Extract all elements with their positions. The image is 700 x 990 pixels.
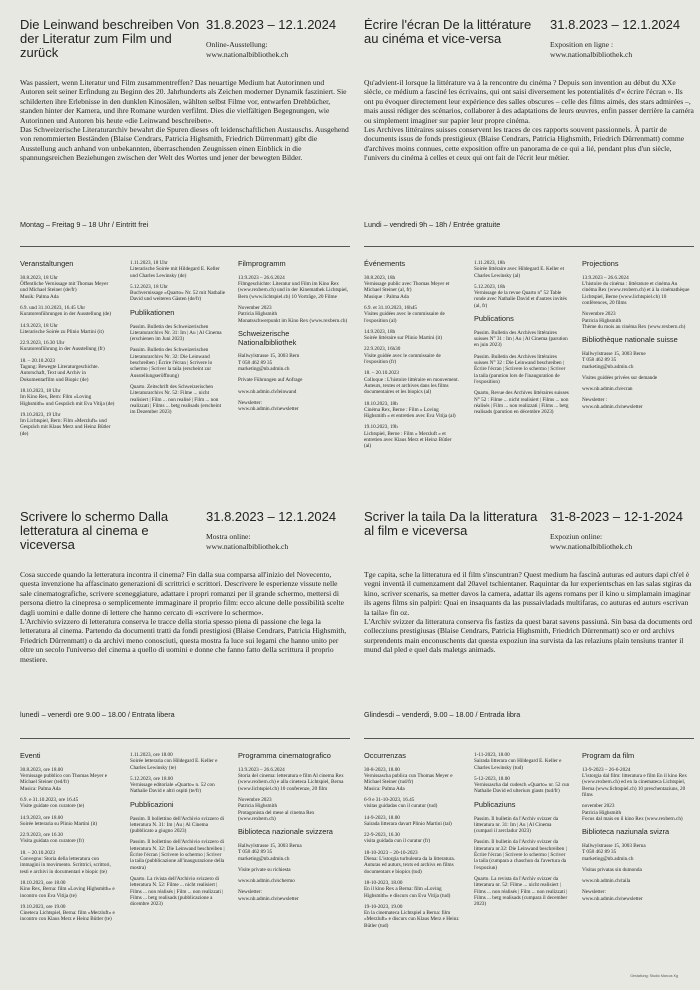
list-item: 22.9.2023, 16h30 Visite guidée avec le commissaire de l'exposition (fr) [364,346,441,366]
list-item: Visites guidées privées sur demande [582,374,658,381]
list-item: 18-10-2023, 18.00 En il kino Rex a Berna: film «Loving Highsmith» e discurs cun Eva Vitija (tud) [364,879,451,899]
events-heading: Eventi [20,751,41,760]
events-heading: Veranstaltungen [20,259,74,268]
list-item: 6.9. und 31.10.2023, 16.45 Uhr Kuratorenführungen in der Ausstellung (de) [20,304,112,318]
online-url-link[interactable]: www.nationalbibliothek.ch [550,49,633,59]
list-item[interactable]: Newsletter : www.nb.admin.ch/newsletter [582,397,643,410]
quadrant-french [364,18,694,493]
online-url-link[interactable]: www.nationalbibliothek.ch [206,541,289,551]
list-item: 14.9.2023, ore 18.00 Soirée letteraria su Plinio Martini (it) [20,814,98,827]
list-item[interactable]: www.nb.admin.ch/schermo [238,878,295,885]
events-column [364,260,460,455]
divider [364,246,694,247]
list-item: 30.8.2023, 18 Uhr Öffentliche Vernissage mit Thomas Meyer und Michael Steiner (de/fr) Musik: Palma Ada [20,274,109,300]
divider [20,246,350,247]
list-item: 18. – 20.10.2023 Colloque : L'histoire littéraire en mouvement. Auteurs, textes et archives dans les films documentaires et les biopics (al) [364,370,459,396]
list-item: Visitas privatas sin dumonda [582,866,642,873]
list-item: 1-11-2023, 18.00 Sairada litterara cun Hildegard E. Keller e Charles Lewinsky (tud) [474,752,562,771]
online-url-link[interactable]: www.nationalbibliothek.ch [550,541,633,551]
events-heading: Occurrenzas [364,751,406,760]
list-item[interactable]: 13-9-2023 – 26-6-2024 L'istorgia dal film: litteratura e film En il kino Rex (www.rexbern.ch) ed en la cinemateca Lichtspiel, Berna (www.lichtspiel.ch) 10 preschentaziuns, 20 films [582,766,687,798]
list-item: 22.9.2023, 16.30 Uhr Kuratorenführung in der Ausstellung (fr) [20,340,105,353]
list-item: 1.11.2023, 18 Uhr Literarische Soirée mit Hildegard E. Keller und Charles Lewinsky (de) [130,260,220,279]
exhibition-dates: 31.8.2023 – 12.1.2024 [550,18,681,32]
list-item[interactable]: Newsletter: www.nb.admin.ch/newsletter [238,889,299,902]
list-item: 22-9-2023, 16.30 visita guidada cun il curatur (fr) [364,832,431,845]
publications-heading: Publikationen [130,307,175,317]
exhibition-title: Écrire l'écran De la littérature au cinéma et vice-versa [364,18,532,46]
list-item: 18-10-2023 – 20-10-2023 Diena: L'istorgia turbulenta da la litteratura. Auturas ed auturs, texts ed archivs en films documentars e biopics (tud) [364,849,456,875]
intro-paragraph: Das Schweizerische Literaturarchiv bewahrt die Spuren dieses oft leidenschaftlichen Austauschs. Ausgehend von renommierten Beständen (Blaise Cendrars, Patricia Highsmith, Friedrich Dürrenmatt) gibt die Ausstellung auch anhand von unbekannten, überraschenden Zeugnissen einen Einblick in die spannungsreichen Beziehungen zwischen der Welt des Wortes und jener der bewegten Bilder. [20,125,349,163]
list-item[interactable]: November 2023 Patricia Highsmith Monatsschwerpunkt im Kino Rex (www.rexbern.ch) [238,304,348,324]
exhibition-dates: 31.8.2023 – 12.1.2024 [206,18,337,32]
list-item: 14-9-2023, 18.00 Sairada litterara davart Plinio Martini (tal) [364,814,452,827]
publications-heading: Pubblicazioni [130,799,174,809]
events-column [20,752,116,928]
exhibition-title: Scrivere lo schermo Dalla letteratura al cinema e viceversa [20,510,169,552]
online-label: Online-Ausstellung: [206,40,268,49]
intro-paragraph: Was passiert, wenn Literatur und Film zusammentreffen? Das neuartige Medium hat Autorinnen und Autoren seit seiner Erfindung zu Beginn des 20. Jahrhunderts als Zeichen moderner Dynamik fasziniert. Sie schilderten ihre Erlebnisse in den dunklen Kinosälen, wählten selbst Filme vor, entwarfen Drehbücher, standen hinter der Kamera, und ihre Romane wurden verfilmt. Dies die vielfältigen Begegnungen, wie Autorinnen und Autoren bis heute «die Leinwand beschreiben». [20,78,347,125]
list-item[interactable]: Hallwylstrasse 15, 3003 Bern T 058 462 89 35 marketing@nb.admin.ch [238,353,300,373]
quadrant-romansh [364,510,694,985]
list-item: 19-10-2023, 19.00 En la cinemateca Lichtspiel a Berna: film «Merzluft» e discurs cun Klaus Merz e Heinz Bütler (tud) [364,903,459,929]
list-item: 6.9. et 31.10.2023, 16h45 Visites guidées avec le commissaire de l'exposition (al) [364,304,445,324]
list-item: 30.8.2023, ore 18.00 Vernissage pubblico con Thomas Meyer e Michael Steiner (ted/fr) Musica: Palma Ada [20,766,108,792]
online-exhibition [550,532,632,551]
publications-column [130,260,226,420]
film-program-heading: Programma cinematografico [238,751,331,760]
list-item: 18.10.2023, 18h Cinéma Rex, Berne : Film « Loving Highsmith » et entretien avec Eva Vitija (al) [364,400,456,420]
list-item[interactable]: www.nb.admin.ch/taila [582,878,631,885]
list-item[interactable]: Novembre 2023 Patricia Highsmith Thème du mois au cinéma Rex (www.rexbern.ch) [582,311,686,330]
library-heading: Biblioteca nazionale svizzera [238,827,333,837]
list-item: Quarto. La rivista dell'Archivio svizzero di letteratura N. 52: Filme ... nicht realisiert | Films ... non réalisés | Film ... non realizzati | Films ... betg realisads (pubblicazione a dicembre 2023) [130,875,224,908]
intro-paragraph: Tge capita, sche la litteratura ed il film s'inscuntran? Quest medium ha fascinà auturas ed auturs dapi ch'el è vegni inventà il cumenzament dal 20avel tschientaner. Raquintar da lur experientschas en las salas stgiras da kino, scriver scenaris, sa metter davos la camera, adattar ils agens romans per il kino u simplamain imaginar ils agens films sin palpiri: Quai en insaquants da las pussaivladads multifaras, co auturas ed auturs «scrivan la taila» fin oz. [364,570,692,617]
divider [364,738,694,739]
list-item[interactable]: Newsletter: www.nb.admin.ch/newsletter [582,889,643,902]
intro-paragraph: Les Archives littéraires suisses conservent les traces de ces rapports souvent passionnels. À partir de documents issus de fonds prestigieux (Blaise Cendrars, Patricia Highsmith, Friedrich Dürrenmatt) comme d'archives moins connues, cette exposition offre un panorama de ce qui a lié, pendant plus d'un siècle, l'univers du cinéma à celles et ceux qui ont fait de l'écrit leur métier. [364,125,685,163]
events-column [364,752,460,934]
list-item: Quarto. La revista da l'Archiv svizzer da litteratura nr. 52: Filme ... nicht realisiert | Films ... non réalisés | Film ... non realizzati | Films ... betg realisads (cumpara il december 2023) [474,875,568,908]
list-item[interactable]: Newsletter: www.nb.admin.ch/newsletter [238,399,299,413]
quadrant-italian [20,510,350,985]
online-label: Mostra online: [206,532,251,541]
list-item: Passim. Bulletin des Archives littéraires suisses N° 31 : Im | Au | Al Cinema (parution en juin 2023) [474,329,568,349]
list-item: 30.8.2023, 18h Vernissage public avec Thomas Meyer et Michael Steiner (al, fr) Musique : Palma Ada [364,274,450,300]
intro-text [364,570,694,655]
opening-hours: Lundi – vendredi 9h – 18h / Entrée gratuite [364,220,501,229]
list-item: Passim. Bulletin des Schweizerischen Literaturarchivs Nr. 32: Die Leinwand beschreiben | Écrire l'écran | Scrivere lo schermo | Scriver la taila (erscheint zur Ausstellungseröffnung) [130,347,213,379]
online-exhibition [550,40,632,59]
list-item: 6-9 e 31-10-2023, 16.45 visitas guidadas cun il curatur (tud) [364,796,438,810]
intro-paragraph: Cosa succede quando la letteratura incontra il cinema? Fin dalla sua comparsa all'inizio del Novecento, questa invenzione ha affascinato generazioni di scrittrici e scrittori. Descrivere le esperienze vissute nelle sale cinematografiche, scrivere sceneggiature, adattare i propri romanzi per il grande schermo, mettersi di persona dietro la cinepresa o semplicemente immaginare il proprio film: ecco alcune delle possibilità scelte dagli uomini e dalle donne di lettere che hanno cercato di «scrivere lo schermo». [20,570,344,617]
library-heading: Bibliothèque nationale suisse [582,335,678,345]
events-heading: Événements [364,259,406,268]
intro-paragraph: L'Archiv svizzer da litteratura conserva fis fastizs da quest barat savens passiunà. Sin basa da documents ord collecziuns prestigiusas (Blaise Cendrars, Patricia Highsmith, Friedrich Dürrenmatt) sco er ord archivs surprendents main enconuschents dat questa expoziun ina survista da las relaziuns plain tensiuns tranter il mund dal pled e quel dals maletgs animads. [364,617,693,655]
intro-paragraph: L'Archivio svizzero di letteratura conserva le tracce della storia spesso piena di passione che lega la letteratura al cinema. Partendo da documenti tratti da fondi prestigiosi (Blaise Cendrars, Patricia Highsmith, Friedrich Dürrenmatt) o da archivi meno conosciuti, questa mostra fa luce sui legami che hanno unito per oltre un secolo l'universo del cinema a quello di uomini e donne che fanno fatto della scrittura il proprio mestiere. [20,617,347,664]
list-item: 30-8-2023, 18.00 Vernissascha publica cun Thomas Meyer e Michael Steiner (tud/fr) Musica: Palma Ada [364,766,453,792]
publications-heading: Publicaziuns [474,799,516,809]
list-item: Private Führungen auf Anfrage [238,377,303,384]
online-url-link[interactable]: www.nationalbibliothek.ch [206,49,289,59]
intro-text [20,78,350,163]
intro-text [20,570,350,664]
library-heading: Schweizerische Nationalbibliothek [238,328,297,347]
list-item: Passim. Bulletin des Archives littéraires suisses N° 32 : Die Leinwand beschreiben | Écrire l'écran | Scrivere lo schermo | Scriver la taila (parution lors de l'inauguration de l'exposition) [474,353,566,385]
list-item: 5.12.2023, 18h Vernissage de la revue Quarto n° 52 Table ronde avec Nathalie David et d'autres invités (al, fr) [474,283,567,309]
list-item: 18. – 20.10.2023 Convegno: Storia della letteratura con immagini in movimento. Scrittrici, scrittori, testi e archivi in documentari e biopic (te) [20,849,111,875]
list-item[interactable]: november 2023 Patricia Highsmith Focus dal mais en il kino Rex (www.rexbern.ch) [582,803,683,822]
list-item: Passim. Il bollettino dell'Archivio svizzero di letteratura N. 32: Die Leinwand beschreiben | Écrire l'écran | Scrivere lo schermo | Scriver la taila (pubblicazione all'inaugurazione della mostra) [130,839,225,871]
film-program-column [582,260,692,415]
list-item: 14.9.2023, 18h Soirée littéraire sur Plinio Martini (it) [364,328,442,342]
list-item: Visite private su richiesta [238,866,291,873]
publications-column [474,752,570,912]
online-label: Exposition en ligne : [550,40,614,49]
film-program-heading: Program da film [582,751,635,760]
list-item[interactable]: Novembre 2023 Patricia Highsmith Protagonista del mese al cinema Rex (www.rexbern.ch) [238,796,315,822]
list-item: 5.12.2023, ore 18.00 Vernissage editoriale «Quarto» n. 52 con Nathalie David e altri ospiti (te/fr) [130,775,215,795]
list-item: 19.10.2023, 19 Uhr Im Lichtspiel, Bern: Film «Merzluft» und Gespräch mit Klaus Merz und Heinz Bütler (de) [20,411,111,437]
list-item[interactable]: www.nb.admin.ch/leinwand [238,388,297,395]
exhibition-dates: 31-8-2023 – 12-1-2024 [550,510,683,524]
film-program-heading: Filmprogramm [238,259,286,268]
list-item: 5-12-2023, 18.00 Vernissascha dal cudesch «Quarto» nr. 52 cun Nathalie David ed ulteriurs giasts (tud/fr) [474,775,570,795]
divider [20,738,350,739]
online-label: Expoziun online: [550,532,603,541]
list-item: Passim. Il bulletin da l'Archiv svizzer da litteratura nr. 31: Im | Au | Al Cinema (cumparì il zercladur 2023) [474,815,559,835]
film-program-heading: Projections [582,259,619,268]
list-item: 18.10.2023, ore 18.00 Kino Rex, Berna: film «Loving Highsmith» e incontro con Eva Vitija (te) [20,879,115,899]
list-item: 18. – 20.10.2023 Tagung: Bewegte Literaturgeschichte. Autorschaft, Text und Archiv in Dokumentarfilm und Biopic (de) [20,357,99,383]
online-exhibition [206,40,288,59]
list-item: 14.9.2023, 18 Uhr Literarische Soirée zu Plinio Martini (it) [20,322,104,335]
list-item: Quarto, Revue des Archives littéraires suisses N° 52 : Filme ... nicht realisiert | Films ... non réalisés | Film ... non realizzati | Films ... betg realisads (parution en décembre 2023) [474,390,569,416]
events-column [20,260,116,442]
quadrant-german [20,18,350,493]
design-credit: Gestaltung: Studio Marcus Kg [630,974,678,978]
list-item: Quarto. Zeitschrift des Schweizerischen Literaturarchivs Nr. 52: Filme ... nicht realisiert | Film ... non realisé | Film ... non realizzati | Films ... betg realisads (erscheint im Dezember 2023) [130,383,222,416]
list-item: Passim. Il bulletin da l'Archiv svizzer da litteratura nr.32: Die Leinwand beschreiben | Écrire l'écran | Scrivere lo schermo | Scriver la taila (cumpara a chaschun da l'avertura da l'expoziun) [474,839,567,871]
exhibition-title: Scriver la taila Da la litteratura al film e viceversa [364,510,538,538]
publications-column [130,752,226,912]
list-item: Passim. Il bollettino dell'Archivio svizzero di letteratura N. 31: Im | Au | Al Cinema (pubblicato a giugno 2023) [130,815,225,835]
intro-paragraph: Qu'advient-il lorsque la littérature va à la rencontre du cinéma ? Depuis son invention au début du XXe siècle, ce médium a fasciné les écrivains, qui ont saisi diversement les potentialités d'« écrire l'écran ». Ils ont pu évoquer directement leur expérience des salles obscures – celle des films aimés, des stars admirées –, mais aussi rédiger des scénarios, collaborer à des adaptations de leurs œuvres, enfin passer derrière la caméra ou simplement imaginer sur papier leur propre cinéma. [364,78,694,125]
list-item[interactable]: Hallwylstrasse 15, 3003 Berna T 058 462 89 35 marketing@nb.admin.ch [582,842,646,862]
list-item[interactable]: Hallwylstrasse 15, 3003 Berne T 058 462 89 35 marketing@nb.admin.ch [582,350,646,370]
list-item[interactable]: 13.9.2023 – 26.6.2024 L'histoire du cinéma : littérature et cinéma Au cinéma Rex (www.rexbern.ch) et à la cinémathèque Lichtspiel, Berne (www.lichtspiel.ch) 10 conférences, 20 films [582,274,690,306]
film-program-column [582,752,692,907]
list-item: 1.11.2023, 18h Soirée littéraire avec Hildegard E. Keller et Charles Lewinsky (al) [474,260,565,279]
list-item: 5.12.2023, 18 Uhr Buchvernissage «Quarto» Nr. 52 mit Nathalie David und weiteren Gästen (de/fr) [130,283,226,303]
library-heading: Biblioteca naziunala svizra [582,827,670,837]
publications-heading: Publications [474,314,514,324]
online-exhibition [206,532,288,551]
list-item[interactable]: 13.9.2023 – 26.6.2024 Filmgeschichte: Literatur und Film im Kino Rex (www.rexbern.ch) und in der Kinemathek Lichtspiel, Bern (www.lichtspiel.ch) 10 Vorträge, 20 Filme [238,274,349,300]
film-program-column [238,752,348,907]
opening-hours: lunedì – venerdì ore 9.00 – 18.00 / Entrata libera [20,710,175,719]
opening-hours: Montag – Freitag 9 – 18 Uhr / Eintritt frei [20,220,149,229]
film-program-column [238,260,348,418]
exhibition-dates: 31.8.2023 – 12.1.2024 [206,510,337,524]
list-item: 22.9.2023, ore 16.30 Visita guidata con curatore (fr) [20,832,84,845]
intro-text [364,78,694,163]
list-item[interactable]: 13.9.2023 – 26.6.2024 Storia del cinema: letteratura e film Al cinema Rex (www.rexbern.ch) e alla cineteca Lichtspiel, Berna (www.lichtspiel.ch) 10 conferenze, 20 film [238,766,344,792]
list-item: 18.10.2023, 18 Uhr Im Kino Rex, Bern: Film «Loving Highsmith» und Gespräch mit Eva Vitija (de) [20,387,115,407]
list-item: 19.10.2023, 19h Lichtspiel, Berne : Film « Merzluft » et entretien avec Klaus Merz et Heinz Bütler (al) [364,424,452,450]
opening-hours: Glindesdi – venderdi, 9.00 – 18.00 / Entrada libra [364,710,521,719]
list-item[interactable]: Hallwylstrasse 15, 3003 Berna T 058 462 89 35 marketing@nb.admin.ch [238,842,302,862]
list-item[interactable]: www.nb.admin.ch/ecran [582,386,633,393]
list-item: 19.10.2023, ore 19.00 Cineteca Lichtspiel, Berna: film «Merzluft» e incontro con Klaus Merz e Heinz Bütler (te) [20,903,115,923]
list-item: 6.9. e 31.10.2023, ore 16.45 Visite guidate con curatore (te) [20,796,85,810]
publications-column [474,260,570,420]
list-item: Passim. Bulletin des Schweizerischen Literaturarchivs Nr. 31: Im | Au | Al Cinema (erschienen im Juni 2023) [130,323,222,343]
exhibition-title: Die Leinwand beschreiben Von der Literatur zum Film und zurück [20,18,200,60]
list-item: 1.11.2023, ore 18.00 Soirée letteraria con Hildegard E. Keller e Charles Lewinsky (te) [130,752,218,771]
